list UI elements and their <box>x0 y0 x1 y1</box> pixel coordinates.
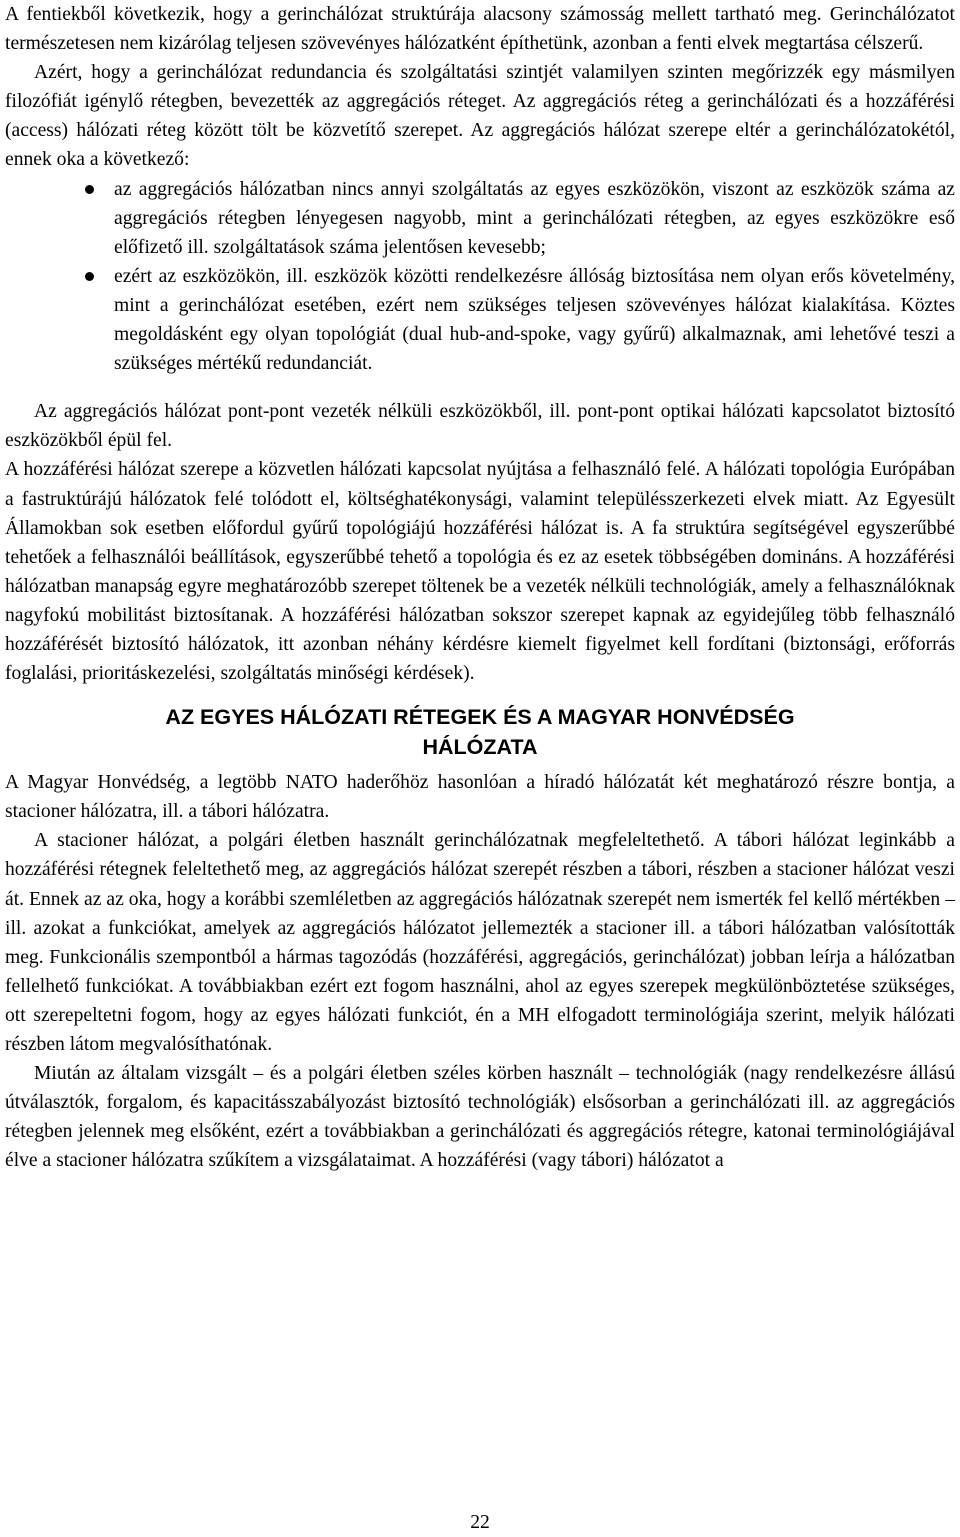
spacer <box>5 378 955 397</box>
paragraph: A Magyar Honvédség, a legtöbb NATO haderőhöz hasonlóan a híradó hálózatát két meghatározó részre bontja, a stacioner hálózatra, ill. a tábori hálózatra. <box>5 772 955 823</box>
page-number: 22 <box>470 1512 490 1533</box>
bullet-list <box>5 175 955 379</box>
document-page <box>5 0 955 1175</box>
list-item <box>5 262 955 378</box>
bullet-icon <box>85 272 94 281</box>
paragraph: A fentiekből következik, hogy a gerinchálózat struktúrája alacsony számosság mellett tartható meg. Gerinchálózatot természetesen nem kizárólag teljesen szövevényes hálózatként építhetünk, azonban a fenti elvek megtartása célszerű. <box>5 4 955 55</box>
paragraph: Az aggregációs hálózat pont-pont vezeték nélküli eszközökből, ill. pont-pont optikai hálózati kapcsolatot biztosító eszközökből épül fel. <box>5 401 955 452</box>
bullet-icon <box>85 185 94 194</box>
list-item-text: az aggregációs hálózatban nincs annyi szolgáltatás az egyes eszközökön, viszont az eszközök száma az aggregációs rétegben lényegesen nagyobb, mint a gerinchálózati rétegben, az egyes eszközökre eső előfizető ill. szolgáltatások száma jelentősen kevesebb; <box>114 178 955 258</box>
paragraph: Azért, hogy a gerinchálózat redundancia és szolgáltatási szintjét valamilyen szinten megőrizzék egy másmilyen filozófiát igénylő rétegben, bevezették az aggregációs réteget. Az aggregációs réteg a gerinchálózati és a hozzáférési (access) hálózati réteg között tölt be közvetítő szerepet. Az aggregációs hálózat szerepe eltér a gerinchálózatokétól, ennek oka a következő: <box>5 62 955 171</box>
list-item <box>5 175 955 262</box>
section-heading: AZ EGYES HÁLÓZATI RÉTEGEK ÉS A MAGYAR HONVÉDSÉG HÁLÓZATA <box>165 705 795 760</box>
list-item-text: ezért az eszközökön, ill. eszközök közötti rendelkezésre állóság biztosítása nem olyan erős követelmény, mint a gerinchálózat esetében, ezért nem szükséges teljesen szövevényes hálózat kialakítása. Köztes megoldásként egy olyan topológiát (dual hub-and-spoke, vagy gyűrű) alkalmaznak, ami lehetővé teszi a szükséges mértékű redundanciát. <box>114 265 955 375</box>
paragraph: A hozzáférési hálózat szerepe a közvetlen hálózati kapcsolat nyújtása a felhasználó felé. A hálózati topológia Európában a fastruktúrájú hálózatok felé tolódott el, költséghatékonysági, valamint településszerkezeti elvek miatt. Az Egyesült Államokban sok esetben előfordul gyűrű topológiájú hozzáférési hálózat is. A fa struktúra segítségével egyszerűbbé tehetőek a felhasználói beállítások, egyszerűbbé tehető a topológia és ez az esetek többségében domináns. A hozzáférési hálózatban manapság egyre meghatározóbb szerepet töltenek be a vezeték nélküli technológiák, amely a felhasználóknak nagyfokú mobilitást biztosítanak. A hozzáférési hálózatban sokszor szerepet kapnak az egyidejűleg több felhasználó hozzáférését biztosító hálózatok, itt azonban néhány kérdésre kiemelt figyelmet kell fordítani (biztonsági, erőforrás foglalási, prioritáskezelési, szolgáltatás minőségi kérdések). <box>5 459 955 685</box>
paragraph: A stacioner hálózat, a polgári életben használt gerinchálózatnak megfeleltethető. A tábori hálózat leginkább a hozzáférési rétegnek feleltethető meg, az aggregációs hálózat szerepét részben a tábori, részben a stacioner hálózat veszi át. Ennek az az oka, hogy a korábbi szemléletben az aggregációs hálózatnak szerepét nem ismerték fel kellő mértékben – ill. azokat a funkciókat, amelyek az aggregációs hálózatot jellemezték a stacioner ill. a tábori hálózatban valósították meg. Funkcionális szempontból a hármas tagozódás (hozzáférési, aggregációs, gerinchálózat) jobban leírja a hálózatban fellelhető funkciókat. A továbbiakban ezért ezt fogom használni, ahol az egyes szerepek megkülönböztetése szükséges, ott szerepeltetni fogom, hogy az egyes hálózati funkciót, én a MH elfogadott terminológiája szerint, melyik hálózati részben látom megvalósíthatónak. <box>5 830 955 1055</box>
paragraph: Miután az általam vizsgált – és a polgári életben széles körben használt – technológiák (nagy rendelkezésre állású útválasztók, forgalom, és kapacitásszabályozást biztosító technológiák) elsősorban a gerinchálózati ill. az aggregációs rétegben jelennek meg elsőként, ezért a továbbiakban a gerinchálózati és aggregációs rétegre, katonai terminológiájával élve a stacioner hálózatra szűkítem a vizsgálataimat. A hozzáférési (vagy tábori) hálózatot a <box>5 1063 955 1172</box>
